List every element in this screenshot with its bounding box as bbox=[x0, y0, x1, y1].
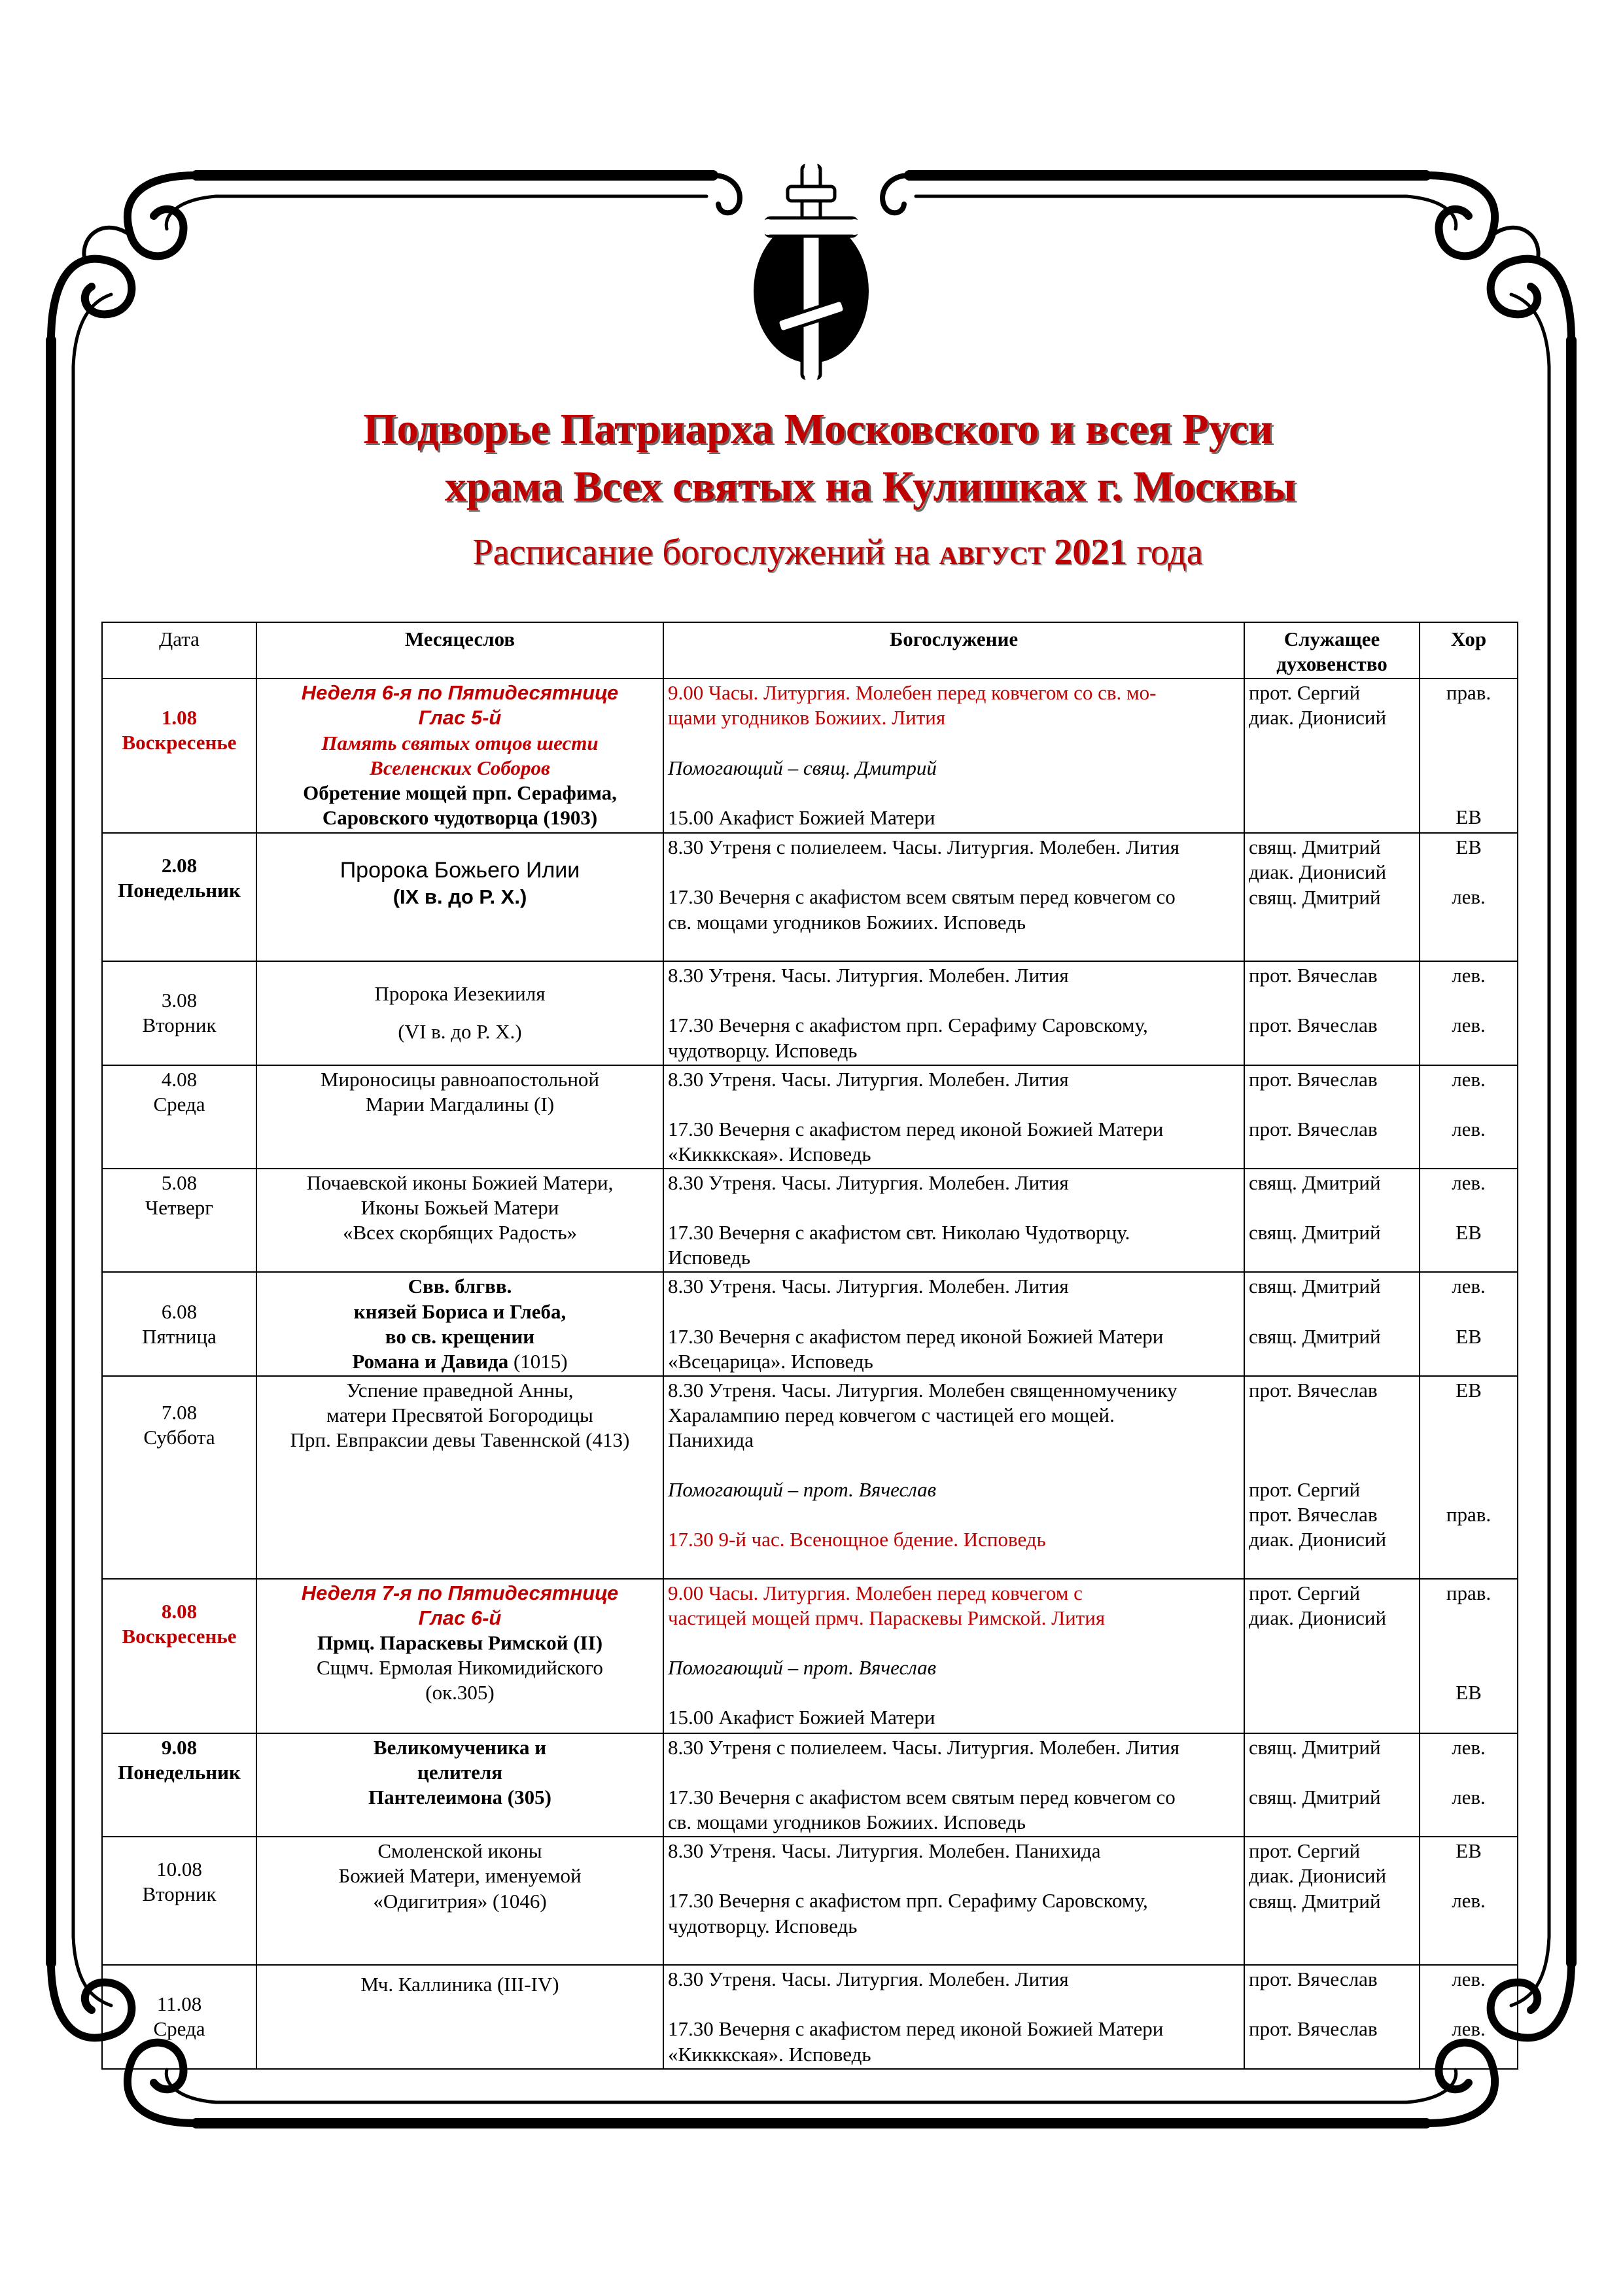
service-line: Исповедь bbox=[668, 1246, 750, 1269]
service-line: 8.30 Утреня с полиелеем. Часы. Литургия. Молебен. Лития bbox=[668, 836, 1179, 859]
table-row bbox=[102, 1376, 1518, 1579]
service-line: 8.30 Утреня. Часы. Литургия. Молебен. Лития bbox=[668, 964, 1069, 987]
menologion-cell bbox=[256, 1065, 663, 1169]
day-of-week: Четверг bbox=[145, 1196, 213, 1220]
table-row bbox=[102, 1733, 1518, 1837]
menologion-line: Саровского чудотворца (1903) bbox=[322, 805, 598, 829]
service-line: «Всецарица». Исповедь bbox=[668, 1349, 873, 1373]
menologion-year-part: (1015) bbox=[508, 1349, 568, 1373]
service-line: 17.30 Вечерня с акафистом перед иконой Божией Матери bbox=[668, 2017, 1164, 2041]
clergy-line: диак. Дионисий bbox=[1249, 1528, 1387, 1551]
orthodox-cross-icon bbox=[746, 160, 877, 383]
clergy-cell bbox=[1244, 1376, 1420, 1579]
service-line: 17.30 Вечерня с акафистом всем святым перед ковчегом со bbox=[668, 885, 1176, 909]
service-line: чудотворцу. Исповедь bbox=[668, 1914, 858, 1937]
title-line1: Подворье Патриарха Московского и всея Руси bbox=[363, 405, 1273, 453]
service-line: чудотворцу. Исповедь bbox=[668, 1038, 858, 1062]
clergy-line: прот. Вячеслав bbox=[1249, 964, 1378, 987]
table-row bbox=[102, 1065, 1518, 1169]
clergy-cell bbox=[1244, 1965, 1420, 2068]
menologion-cell bbox=[256, 961, 663, 1065]
menologion-line: Смоленской иконы bbox=[377, 1839, 542, 1863]
clergy-cell bbox=[1244, 1579, 1420, 1733]
service-line: 8.30 Утреня. Часы. Литургия. Молебен. Панихида bbox=[668, 1839, 1101, 1863]
menologion-line: «Одигитрия» (1046) bbox=[373, 1889, 547, 1913]
service-cell bbox=[663, 1272, 1244, 1376]
service-line: 17.30 Вечерня с акафистом прп. Серафиму Саровскому, bbox=[668, 1014, 1148, 1037]
menologion-line: Память святых отцов шести bbox=[321, 731, 599, 754]
menologion-line: Прмц. Параскевы Римской (II) bbox=[317, 1631, 603, 1655]
clergy-line: свящ. Дмитрий bbox=[1249, 885, 1381, 909]
menologion-line: Обретение мощей прп. Серафима, bbox=[303, 781, 617, 804]
choir-cell bbox=[1420, 1837, 1518, 1965]
table-row bbox=[102, 833, 1518, 961]
table-header-row bbox=[102, 622, 1518, 679]
menologion-cell bbox=[256, 1272, 663, 1376]
subtitle-year: 2021 bbox=[1054, 532, 1128, 573]
service-line: 8.30 Утреня. Часы. Литургия. Молебен. Лития bbox=[668, 1067, 1069, 1091]
clergy-line: диак. Дионисий bbox=[1249, 1606, 1387, 1629]
day-of-week: Понедельник bbox=[118, 879, 241, 902]
title-line2: храма Всех святых на Кулишках г. Москвы bbox=[444, 463, 1297, 510]
day-of-week: Понедельник bbox=[118, 1761, 241, 1784]
service-line: щами угодников Божиих. Лития bbox=[668, 706, 946, 730]
service-line: «Кикккская». Исповедь bbox=[668, 2042, 871, 2066]
menologion-line: Глас 5-й bbox=[418, 706, 502, 730]
header-menologion: Месяцеслов bbox=[256, 622, 663, 679]
clergy-line: свящ. Дмитрий bbox=[1249, 1275, 1381, 1298]
day-of-week: Пятница bbox=[142, 1324, 217, 1348]
choir-line: прав. bbox=[1446, 681, 1492, 705]
date-cell bbox=[102, 1065, 256, 1169]
clergy-line: прот. Сергий bbox=[1249, 1581, 1361, 1604]
subtitle-month: август bbox=[939, 532, 1045, 573]
menologion-line: Пророка Божьего Илии bbox=[340, 858, 580, 883]
choir-cell bbox=[1420, 679, 1518, 833]
choir-line: лев. bbox=[1452, 1735, 1486, 1759]
day-of-week: Суббота bbox=[143, 1426, 215, 1449]
table-row bbox=[102, 1965, 1518, 2068]
service-line: 8.30 Утреня. Часы. Литургия. Молебен. Лития bbox=[668, 1171, 1069, 1194]
service-line: 17.30 Вечерня с акафистом прп. Серафиму Саровскому, bbox=[668, 1889, 1148, 1913]
svg-text:XC: XC bbox=[829, 250, 843, 260]
date-number: 7.08 bbox=[161, 1400, 198, 1424]
header-choir: Хор bbox=[1420, 622, 1518, 679]
service-line: Помогающий – прот. Вячеслав bbox=[668, 1656, 937, 1680]
service-line: 9.00 Часы. Литургия. Молебен перед ковчегом со св. мо- bbox=[668, 681, 1157, 705]
service-cell bbox=[663, 679, 1244, 833]
choir-line: прав. bbox=[1446, 1581, 1492, 1604]
menologion-bold-part: Романа и Давида bbox=[352, 1349, 509, 1373]
service-line: 8.30 Утреня. Часы. Литургия. Молебен. Лития bbox=[668, 1275, 1069, 1298]
menologion-line: Божией Матери, именуемой bbox=[338, 1864, 582, 1888]
date-number: 9.08 bbox=[161, 1735, 198, 1759]
header-date: Дата bbox=[102, 622, 256, 679]
choir-line: прав. bbox=[1446, 1503, 1492, 1526]
menologion-cell bbox=[256, 1169, 663, 1272]
date-cell bbox=[102, 1837, 256, 1965]
day-of-week: Вторник bbox=[142, 1014, 217, 1037]
service-line: 17.30 9-й час. Всенощное бдение. Исповедь bbox=[668, 1528, 1046, 1551]
menologion-line: Почаевской иконы Божией Матери, bbox=[306, 1171, 614, 1194]
clergy-line: свящ. Дмитрий bbox=[1249, 1324, 1381, 1348]
day-of-week: Воскресенье bbox=[122, 731, 237, 754]
date-number: 8.08 bbox=[161, 1599, 198, 1623]
date-number: 6.08 bbox=[161, 1299, 198, 1323]
choir-cell bbox=[1420, 833, 1518, 961]
schedule-table bbox=[101, 622, 1518, 2070]
clergy-line: свящ. Дмитрий bbox=[1249, 1221, 1381, 1245]
choir-cell bbox=[1420, 1733, 1518, 1837]
menologion-line: Прп. Евпраксии девы Тавеннской (413) bbox=[290, 1428, 630, 1452]
clergy-line: прот. Вячеслав bbox=[1249, 1968, 1378, 1991]
clergy-line: диак. Дионисий bbox=[1249, 706, 1387, 730]
clergy-line: прот. Вячеслав bbox=[1249, 1378, 1378, 1402]
clergy-cell bbox=[1244, 1065, 1420, 1169]
menologion-cell bbox=[256, 679, 663, 833]
service-cell bbox=[663, 961, 1244, 1065]
day-of-week: Среда bbox=[153, 1092, 205, 1116]
menologion-line: (IX в. до Р. Х.) bbox=[393, 885, 527, 909]
choir-line: ЕВ bbox=[1456, 805, 1482, 829]
choir-line: ЕВ bbox=[1456, 1221, 1482, 1245]
subtitle-prefix: Расписание богослужений на bbox=[472, 532, 939, 573]
choir-line: лев. bbox=[1452, 1275, 1486, 1298]
service-cell bbox=[663, 1376, 1244, 1579]
clergy-line: свящ. Дмитрий bbox=[1249, 1735, 1381, 1759]
date-cell bbox=[102, 679, 256, 833]
choir-line: лев. bbox=[1452, 2017, 1486, 2041]
clergy-cell bbox=[1244, 1733, 1420, 1837]
service-line: «Кикккская». Исповедь bbox=[668, 1142, 871, 1165]
menologion-line: матери Пресвятой Богородицы bbox=[326, 1404, 593, 1426]
choir-cell bbox=[1420, 1965, 1518, 2068]
service-line: 17.30 Вечерня с акафистом свт. Николаю Чудотворцу. bbox=[668, 1221, 1130, 1245]
date-cell bbox=[102, 1733, 256, 1837]
service-cell bbox=[663, 1169, 1244, 1272]
menologion-cell bbox=[256, 833, 663, 961]
table-row bbox=[102, 679, 1518, 833]
clergy-cell bbox=[1244, 961, 1420, 1065]
service-line: 17.30 Вечерня с акафистом перед иконой Божией Матери bbox=[668, 1117, 1164, 1140]
header-service: Богослужение bbox=[663, 622, 1244, 679]
service-line: 17.30 Вечерня с акафистом всем святым перед ковчегом со bbox=[668, 1786, 1176, 1809]
day-of-week: Вторник bbox=[142, 1882, 217, 1906]
menologion-line: Вселенских Соборов bbox=[370, 756, 550, 779]
choir-cell bbox=[1420, 961, 1518, 1065]
date-cell bbox=[102, 1965, 256, 2068]
menologion-line: Неделя 6-я по Пятидесятнице bbox=[301, 681, 619, 705]
clergy-line: прот. Вячеслав bbox=[1249, 1117, 1378, 1140]
service-line: св. мощами угодников Божиих. Исповедь bbox=[668, 1810, 1026, 1834]
service-cell bbox=[663, 1065, 1244, 1169]
service-line: 15.00 Акафист Божией Матери bbox=[668, 1706, 935, 1729]
service-cell bbox=[663, 1965, 1244, 2068]
table-row bbox=[102, 1272, 1518, 1376]
service-line: 9.00 Часы. Литургия. Молебен перед ковчегом с bbox=[668, 1581, 1083, 1604]
clergy-line: свящ. Дмитрий bbox=[1249, 1889, 1381, 1913]
date-cell bbox=[102, 1169, 256, 1272]
service-line: 8.30 Утреня. Часы. Литургия. Молебен. Лития bbox=[668, 1968, 1069, 1991]
menologion-line: целителя bbox=[417, 1761, 503, 1784]
date-number: 1.08 bbox=[161, 706, 198, 730]
clergy-cell bbox=[1244, 1169, 1420, 1272]
service-line: 17.30 Вечерня с акафистом перед иконой Божией Матери bbox=[668, 1324, 1164, 1348]
choir-cell bbox=[1420, 1272, 1518, 1376]
menologion-line: Марии Магдалины (I) bbox=[365, 1092, 555, 1116]
menologion-line: Мч. Каллиника (III-IV) bbox=[360, 1973, 559, 1996]
clergy-line: свящ. Дмитрий bbox=[1249, 1786, 1381, 1809]
menologion-cell bbox=[256, 1733, 663, 1837]
clergy-line: свящ. Дмитрий bbox=[1249, 1171, 1381, 1194]
service-line: 8.30 Утреня с полиелеем. Часы. Литургия. Молебен. Лития bbox=[668, 1735, 1179, 1759]
choir-line: ЕВ bbox=[1456, 836, 1482, 859]
clergy-line: прот. Вячеслав bbox=[1249, 1014, 1378, 1037]
service-cell bbox=[663, 1579, 1244, 1733]
clergy-line: прот. Вячеслав bbox=[1249, 2017, 1378, 2041]
service-line: Помогающий – свящ. Дмитрий bbox=[668, 756, 937, 779]
clergy-line: прот. Вячеслав bbox=[1249, 1503, 1378, 1527]
menologion-cell bbox=[256, 1965, 663, 2068]
menologion-line: Великомученика и bbox=[373, 1735, 547, 1759]
choir-line: лев. bbox=[1452, 1067, 1486, 1091]
clergy-cell bbox=[1244, 679, 1420, 833]
date-number: 2.08 bbox=[161, 854, 198, 877]
day-of-week: Среда bbox=[153, 2017, 205, 2041]
choir-line: ЕВ bbox=[1456, 1378, 1482, 1402]
date-number: 11.08 bbox=[156, 1992, 202, 2016]
menologion-line bbox=[261, 1349, 659, 1374]
service-line: частицей мощей прмч. Параскевы Римской. Лития bbox=[668, 1606, 1106, 1629]
header-clergy-line1: Служащее bbox=[1283, 627, 1380, 650]
choir-line: лев. bbox=[1452, 1171, 1486, 1194]
table-row bbox=[102, 961, 1518, 1065]
choir-line: ЕВ bbox=[1456, 1839, 1482, 1863]
header-clergy bbox=[1244, 622, 1420, 679]
date-number: 4.08 bbox=[161, 1067, 198, 1091]
menologion-cell bbox=[256, 1837, 663, 1965]
menologion-line: Успение праведной Анны, bbox=[346, 1378, 574, 1402]
service-line: 8.30 Утреня. Часы. Литургия. Молебен священномученику bbox=[668, 1378, 1178, 1402]
menologion-line: Мироносицы равноапостольной bbox=[320, 1067, 599, 1091]
clergy-line: прот. Сергий bbox=[1249, 1839, 1361, 1863]
clergy-line: прот. Сергий bbox=[1249, 1478, 1361, 1501]
svg-text:НИ: НИ bbox=[778, 342, 792, 352]
menologion-line: Сщмч. Ермолая Никомидийского bbox=[317, 1656, 603, 1680]
clergy-cell bbox=[1244, 1837, 1420, 1965]
date-cell bbox=[102, 961, 256, 1065]
menologion-line: (VI в. до Р. Х.) bbox=[398, 1020, 522, 1044]
menologion-line: Пантелеимона (305) bbox=[368, 1786, 551, 1809]
menologion-line: Иконы Божьей Матери bbox=[360, 1196, 559, 1220]
date-cell bbox=[102, 1579, 256, 1733]
service-line: Панихида bbox=[668, 1428, 754, 1452]
service-cell bbox=[663, 1837, 1244, 1965]
choir-line: ЕВ bbox=[1456, 1681, 1482, 1704]
table-row bbox=[102, 1579, 1518, 1733]
svg-text:КА: КА bbox=[829, 342, 842, 352]
menologion-cell bbox=[256, 1376, 663, 1579]
choir-line: лев. bbox=[1452, 1014, 1486, 1037]
schedule-subtitle bbox=[0, 531, 1623, 573]
menologion-line: князей Бориса и Глеба, bbox=[353, 1299, 567, 1323]
clergy-line: прот. Сергий bbox=[1249, 681, 1361, 705]
menologion-line: Пророка Иезекииля bbox=[374, 982, 546, 1006]
clergy-cell bbox=[1244, 1272, 1420, 1376]
date-number: 3.08 bbox=[161, 989, 198, 1012]
date-number: 10.08 bbox=[156, 1858, 202, 1881]
menologion-line: (ок.305) bbox=[425, 1681, 495, 1704]
day-of-week: Воскресенье bbox=[122, 1625, 237, 1648]
clergy-line: свящ. Дмитрий bbox=[1249, 836, 1381, 859]
subtitle-suffix: года bbox=[1127, 532, 1203, 573]
service-cell bbox=[663, 833, 1244, 961]
table-row bbox=[102, 1837, 1518, 1965]
menologion-line: во св. крещении bbox=[385, 1324, 535, 1348]
choir-cell bbox=[1420, 1065, 1518, 1169]
choir-line: лев. bbox=[1452, 885, 1486, 909]
service-cell bbox=[663, 1733, 1244, 1837]
clergy-line: диак. Дионисий bbox=[1249, 860, 1387, 884]
choir-line: лев. bbox=[1452, 1786, 1486, 1809]
service-line: Харалампию перед ковчегом с частицей его мощей. bbox=[668, 1404, 1115, 1426]
date-cell bbox=[102, 833, 256, 961]
clergy-cell bbox=[1244, 833, 1420, 961]
choir-line: лев. bbox=[1452, 964, 1486, 987]
service-line: Помогающий – прот. Вячеслав bbox=[668, 1478, 937, 1502]
choir-line: лев. bbox=[1452, 1968, 1486, 1991]
choir-line: лев. bbox=[1452, 1117, 1486, 1140]
choir-line: лев. bbox=[1452, 1889, 1486, 1913]
choir-cell bbox=[1420, 1579, 1518, 1733]
service-line: св. мощами угодников Божиих. Исповедь bbox=[668, 910, 1026, 934]
clergy-line: диак. Дионисий bbox=[1249, 1864, 1387, 1888]
choir-cell bbox=[1420, 1169, 1518, 1272]
header-clergy-line2: духовенство bbox=[1276, 652, 1387, 676]
date-number: 5.08 bbox=[161, 1171, 198, 1194]
clergy-line: прот. Вячеслав bbox=[1249, 1067, 1378, 1091]
date-cell bbox=[102, 1376, 256, 1579]
choir-cell bbox=[1420, 1376, 1518, 1579]
menologion-line: Свв. блгвв. bbox=[408, 1275, 512, 1298]
svg-text:IC: IC bbox=[778, 250, 788, 260]
menologion-line: «Всех скорбящих Радость» bbox=[342, 1221, 578, 1245]
date-cell bbox=[102, 1272, 256, 1376]
menologion-cell bbox=[256, 1579, 663, 1733]
menologion-line: Неделя 7-я по Пятидесятнице bbox=[301, 1581, 619, 1604]
choir-line: ЕВ bbox=[1456, 1324, 1482, 1348]
service-line: 15.00 Акафист Божией Матери bbox=[668, 805, 935, 829]
menologion-line: Глас 6-й bbox=[418, 1606, 502, 1629]
table-row bbox=[102, 1169, 1518, 1272]
